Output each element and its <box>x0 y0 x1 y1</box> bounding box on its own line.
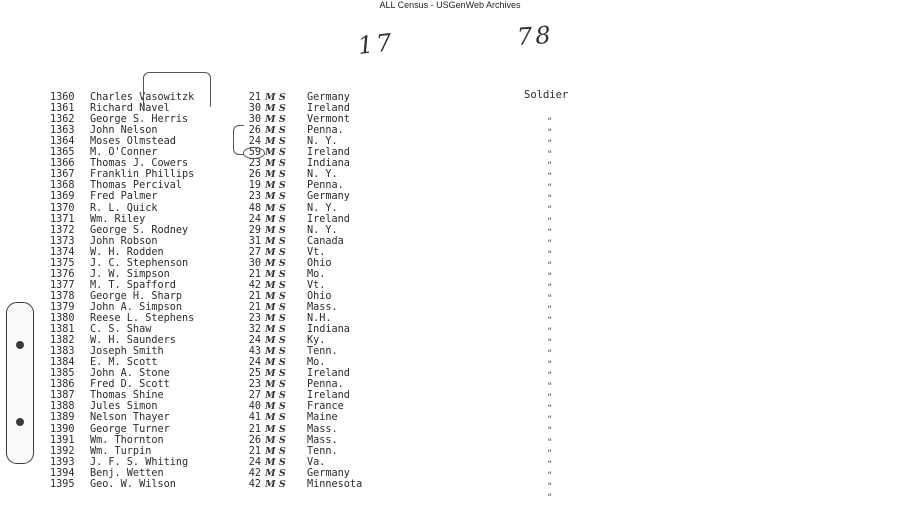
ditto-mark: " <box>547 304 553 315</box>
age-value: 27 <box>248 246 261 258</box>
sex-race-code: M S <box>265 147 286 159</box>
table-row <box>0 324 600 335</box>
ditto-mark: " <box>547 194 553 205</box>
ditto-mark: " <box>547 338 553 349</box>
person-name: R. L. Quick <box>90 202 158 214</box>
ditto-mark: " <box>547 282 553 293</box>
person-name: Jules Simon <box>90 401 158 413</box>
ditto-mark: " <box>547 492 553 503</box>
birthplace: Tenn. <box>307 445 338 457</box>
ditto-mark: " <box>547 271 553 282</box>
person-name: Thomas J. Cowers <box>90 158 189 170</box>
age-value: 23 <box>248 379 261 391</box>
person-name: Thomas Shine <box>90 390 164 402</box>
table-row <box>0 479 600 490</box>
birthplace: Tenn. <box>307 346 338 358</box>
birthplace: Maine <box>307 412 338 424</box>
row-number: 1368 <box>50 180 75 192</box>
sex-race-code: M S <box>265 346 286 358</box>
age-value: 26 <box>248 434 261 446</box>
birthplace: N. Y. <box>307 202 338 214</box>
sex-race-code: M S <box>265 290 286 302</box>
person-name: Benj. Wetten <box>90 467 164 479</box>
row-number: 1363 <box>50 125 75 137</box>
table-row <box>0 169 600 180</box>
ditto-mark: " <box>547 172 553 183</box>
birthplace: Germany <box>307 92 350 103</box>
person-name: Charles Vasowitzk <box>90 92 195 103</box>
sex-race-code: M S <box>265 390 286 402</box>
sex-race-code: M S <box>265 246 286 258</box>
sex-race-code: M S <box>265 158 286 170</box>
person-name: Joseph Smith <box>90 346 164 358</box>
sex-race-code: M S <box>265 434 286 446</box>
birthplace: N. Y. <box>307 224 338 236</box>
birthplace: Mass. <box>307 301 338 313</box>
person-name: J. W. Simpson <box>90 268 170 280</box>
table-row <box>0 158 600 169</box>
ditto-mark: " <box>547 315 553 326</box>
age-value: 30 <box>248 257 261 269</box>
ditto-mark: " <box>547 128 553 139</box>
person-name: J. C. Stephenson <box>90 257 189 269</box>
binder-hole-icon <box>16 418 24 426</box>
row-number: 1369 <box>50 191 75 203</box>
person-name: W. H. Rodden <box>90 246 164 258</box>
birthplace: Ky. <box>307 335 326 347</box>
age-value: 48 <box>248 202 261 214</box>
sex-race-code: M S <box>265 136 286 148</box>
age-value: 42 <box>248 467 261 479</box>
table-row <box>0 280 600 291</box>
page-number-right: 78 <box>516 20 555 52</box>
row-number: 1374 <box>50 246 75 258</box>
birthplace: Minnesota <box>307 478 363 490</box>
age-value: 59 <box>248 147 261 159</box>
sex-race-code: M S <box>265 191 286 203</box>
table-row <box>0 247 600 258</box>
birthplace: France <box>307 401 344 413</box>
age-value: 26 <box>248 125 261 137</box>
table-row <box>0 225 600 236</box>
sex-race-code: M S <box>265 456 286 468</box>
sex-race-code: M S <box>265 335 286 347</box>
handwritten-bracket-mark <box>233 125 244 155</box>
table-row <box>0 424 600 435</box>
person-name: Wm. Riley <box>90 213 146 225</box>
age-value: 30 <box>248 103 261 115</box>
sex-race-code: M S <box>265 279 286 291</box>
person-name: John Nelson <box>90 125 158 137</box>
ditto-mark: " <box>547 470 553 481</box>
age-value: 24 <box>248 136 261 148</box>
binder-hole-icon <box>16 341 24 349</box>
ditto-mark: " <box>547 249 553 260</box>
table-row <box>0 368 600 379</box>
person-name: Geo. W. Wilson <box>90 478 176 490</box>
ditto-mark: " <box>547 161 553 172</box>
sex-race-code: M S <box>265 478 286 490</box>
age-value: 40 <box>248 401 261 413</box>
row-number: 1381 <box>50 324 75 336</box>
ditto-mark: " <box>547 404 553 415</box>
sex-race-code: M S <box>265 103 286 115</box>
archive-header: ALL Census - USGenWeb Archives <box>379 0 521 10</box>
row-number: 1371 <box>50 213 75 225</box>
table-row <box>0 390 600 401</box>
row-number: 1361 <box>50 103 75 115</box>
person-name: Wm. Thornton <box>90 434 164 446</box>
birthplace: Va. <box>307 456 326 468</box>
table-row <box>0 125 600 136</box>
age-value: 42 <box>248 279 261 291</box>
age-value: 42 <box>248 478 261 490</box>
ditto-mark: " <box>547 216 553 227</box>
birthplace: Ireland <box>307 103 350 115</box>
birthplace: Penna. <box>307 180 344 192</box>
table-row <box>0 457 600 468</box>
table-row <box>0 446 600 457</box>
row-number: 1367 <box>50 169 75 181</box>
table-row <box>0 214 600 225</box>
birthplace: Germany <box>307 467 350 479</box>
ditto-mark: " <box>547 183 553 194</box>
sex-race-code: M S <box>265 313 286 324</box>
row-number: 1362 <box>50 114 75 126</box>
row-number: 1366 <box>50 158 75 170</box>
table-row <box>0 92 600 103</box>
age-value: 24 <box>248 213 261 225</box>
row-number: 1379 <box>50 301 75 313</box>
ditto-mark: " <box>547 448 553 459</box>
row-number: 1385 <box>50 368 75 380</box>
table-row <box>0 136 600 147</box>
ditto-mark: " <box>547 327 553 337</box>
age-value: 41 <box>248 412 261 424</box>
sex-race-code: M S <box>265 125 286 137</box>
table-row <box>0 379 600 390</box>
ditto-mark: " <box>547 393 553 404</box>
age-value: 24 <box>248 456 261 468</box>
row-number: 1395 <box>50 478 75 490</box>
row-number: 1391 <box>50 434 75 446</box>
ditto-mark: " <box>547 150 553 161</box>
table-row <box>0 468 600 479</box>
age-value: 31 <box>248 235 261 247</box>
birthplace: Vermont <box>307 114 350 126</box>
row-number: 1365 <box>50 147 75 159</box>
birthplace: N. Y. <box>307 169 338 181</box>
birthplace: Mass. <box>307 423 338 435</box>
sex-race-code: M S <box>265 423 286 435</box>
row-number: 1388 <box>50 401 75 413</box>
person-name: John Robson <box>90 235 158 247</box>
age-value: 30 <box>248 114 261 126</box>
age-value: 23 <box>248 191 261 203</box>
table-row <box>0 191 600 202</box>
row-number: 1378 <box>50 290 75 302</box>
page-number-left: 17 <box>356 28 396 60</box>
sex-race-code: M S <box>265 445 286 457</box>
row-number: 1394 <box>50 467 75 479</box>
sex-race-code: M S <box>265 301 286 313</box>
age-value: 21 <box>248 92 261 103</box>
ditto-mark: " <box>547 227 553 238</box>
ditto-mark: " <box>547 360 553 371</box>
handwritten-circle-mark <box>243 147 265 159</box>
table-row <box>0 269 600 280</box>
person-name: E. M. Scott <box>90 357 158 369</box>
soldier-column-label: Soldier <box>524 89 569 101</box>
birthplace: Ireland <box>307 390 350 402</box>
person-name: Nelson Thayer <box>90 412 170 424</box>
table-row <box>0 291 600 302</box>
birthplace: N. Y. <box>307 136 338 148</box>
sex-race-code: M S <box>265 379 286 391</box>
birthplace: Ohio <box>307 290 332 302</box>
person-name: M. T. Spafford <box>90 279 176 291</box>
table-row <box>0 435 600 446</box>
row-number: 1370 <box>50 202 75 214</box>
sex-race-code: M S <box>265 467 286 479</box>
birthplace: Penna. <box>307 379 344 391</box>
ditto-mark: " <box>547 293 553 304</box>
handwritten-bracket-mark <box>143 72 211 107</box>
row-number: 1380 <box>50 313 75 324</box>
age-value: 21 <box>248 290 261 302</box>
table-row <box>0 147 600 158</box>
person-name: M. O'Conner <box>90 147 158 159</box>
row-number: 1382 <box>50 335 75 347</box>
sex-race-code: M S <box>265 202 286 214</box>
birthplace: N.H. <box>307 313 332 324</box>
person-name: Thomas Percival <box>90 180 183 192</box>
birthplace: Penna. <box>307 125 344 137</box>
row-number: 1373 <box>50 235 75 247</box>
person-name: George S. Rodney <box>90 224 189 236</box>
person-name: Franklin Phillips <box>90 169 195 181</box>
birthplace: Indiana <box>307 158 350 170</box>
table-row <box>0 203 600 214</box>
table-row <box>0 346 600 357</box>
table-row <box>0 180 600 191</box>
age-value: 43 <box>248 346 261 358</box>
row-number: 1372 <box>50 224 75 236</box>
birthplace: Mo. <box>307 268 326 280</box>
sex-race-code: M S <box>265 180 286 192</box>
person-name: W. H. Saunders <box>90 335 176 347</box>
age-value: 21 <box>248 301 261 313</box>
row-number: 1360 <box>50 92 75 103</box>
person-name: John A. Simpson <box>90 301 183 313</box>
row-number: 1375 <box>50 257 75 269</box>
birthplace: Ireland <box>307 213 350 225</box>
person-name: Fred D. Scott <box>90 379 170 391</box>
birthplace: Vt. <box>307 246 326 258</box>
row-number: 1376 <box>50 268 75 280</box>
ditto-mark: " <box>547 481 553 492</box>
table-row <box>0 302 600 313</box>
person-name: Moses Olmstead <box>90 136 176 148</box>
birthplace: Mass. <box>307 434 338 446</box>
age-value: 19 <box>248 180 261 192</box>
age-value: 21 <box>248 423 261 435</box>
person-name: George H. Sharp <box>90 290 183 302</box>
sex-race-code: M S <box>265 268 286 280</box>
person-name: Richard Navel <box>90 103 170 115</box>
sex-race-code: M S <box>265 92 286 103</box>
birthplace: Germany <box>307 191 350 203</box>
birthplace: Ireland <box>307 147 350 159</box>
age-value: 25 <box>248 368 261 380</box>
ditto-mark: " <box>547 382 553 393</box>
ditto-mark: " <box>547 415 553 426</box>
age-value: 27 <box>248 390 261 402</box>
person-name: Fred Palmer <box>90 191 158 203</box>
table-row <box>0 114 600 125</box>
sex-race-code: M S <box>265 324 286 336</box>
row-number: 1392 <box>50 445 75 457</box>
row-number: 1384 <box>50 357 75 369</box>
table-row <box>0 103 600 114</box>
row-number: 1364 <box>50 136 75 148</box>
table-row <box>0 258 600 269</box>
sex-race-code: M S <box>265 401 286 413</box>
person-name: George S. Herris <box>90 114 189 126</box>
ditto-mark: " <box>547 426 553 437</box>
ditto-mark: " <box>547 349 553 360</box>
age-value: 32 <box>248 324 261 336</box>
birthplace: Indiana <box>307 324 350 336</box>
person-name: Reese L. Stephens <box>90 313 195 324</box>
sex-race-code: M S <box>265 224 286 236</box>
table-row <box>0 357 600 368</box>
table-row <box>0 412 600 423</box>
row-number: 1389 <box>50 412 75 424</box>
binder-clip <box>6 302 34 464</box>
row-number: 1386 <box>50 379 75 391</box>
birthplace: Vt. <box>307 279 326 291</box>
sex-race-code: M S <box>265 213 286 225</box>
person-name: Wm. Turpin <box>90 445 152 457</box>
age-value: 23 <box>248 158 261 170</box>
ditto-mark: " <box>547 371 553 382</box>
person-name: John A. Stone <box>90 368 170 380</box>
person-name: George Turner <box>90 423 170 435</box>
table-row <box>0 236 600 247</box>
ditto-mark: " <box>547 139 553 150</box>
person-name: C. S. Shaw <box>90 324 152 336</box>
sex-race-code: M S <box>265 357 286 369</box>
sex-race-code: M S <box>265 114 286 126</box>
row-number: 1387 <box>50 390 75 402</box>
age-value: 26 <box>248 169 261 181</box>
row-number: 1390 <box>50 423 75 435</box>
birthplace: Ohio <box>307 257 332 269</box>
age-value: 24 <box>248 335 261 347</box>
person-name: J. F. S. Whiting <box>90 456 189 468</box>
birthplace: Canada <box>307 235 344 247</box>
age-value: 29 <box>248 224 261 236</box>
ditto-mark: " <box>547 238 553 249</box>
table-row <box>0 335 600 346</box>
ditto-mark: " <box>547 205 553 216</box>
sex-race-code: M S <box>265 412 286 424</box>
birthplace: Ireland <box>307 368 350 380</box>
sex-race-code: M S <box>265 257 286 269</box>
ditto-mark: " <box>547 117 553 128</box>
table-row <box>0 313 600 324</box>
birthplace: Mo. <box>307 357 326 369</box>
age-value: 21 <box>248 268 261 280</box>
row-number: 1377 <box>50 279 75 291</box>
row-number: 1383 <box>50 346 75 358</box>
age-value: 21 <box>248 445 261 457</box>
age-value: 24 <box>248 357 261 369</box>
ditto-mark: " <box>547 459 553 470</box>
ditto-mark: " <box>547 260 553 271</box>
sex-race-code: M S <box>265 235 286 247</box>
age-value: 23 <box>248 313 261 324</box>
sex-race-code: M S <box>265 169 286 181</box>
ditto-mark: " <box>547 437 553 448</box>
sex-race-code: M S <box>265 368 286 380</box>
row-number: 1393 <box>50 456 75 468</box>
table-row <box>0 401 600 412</box>
